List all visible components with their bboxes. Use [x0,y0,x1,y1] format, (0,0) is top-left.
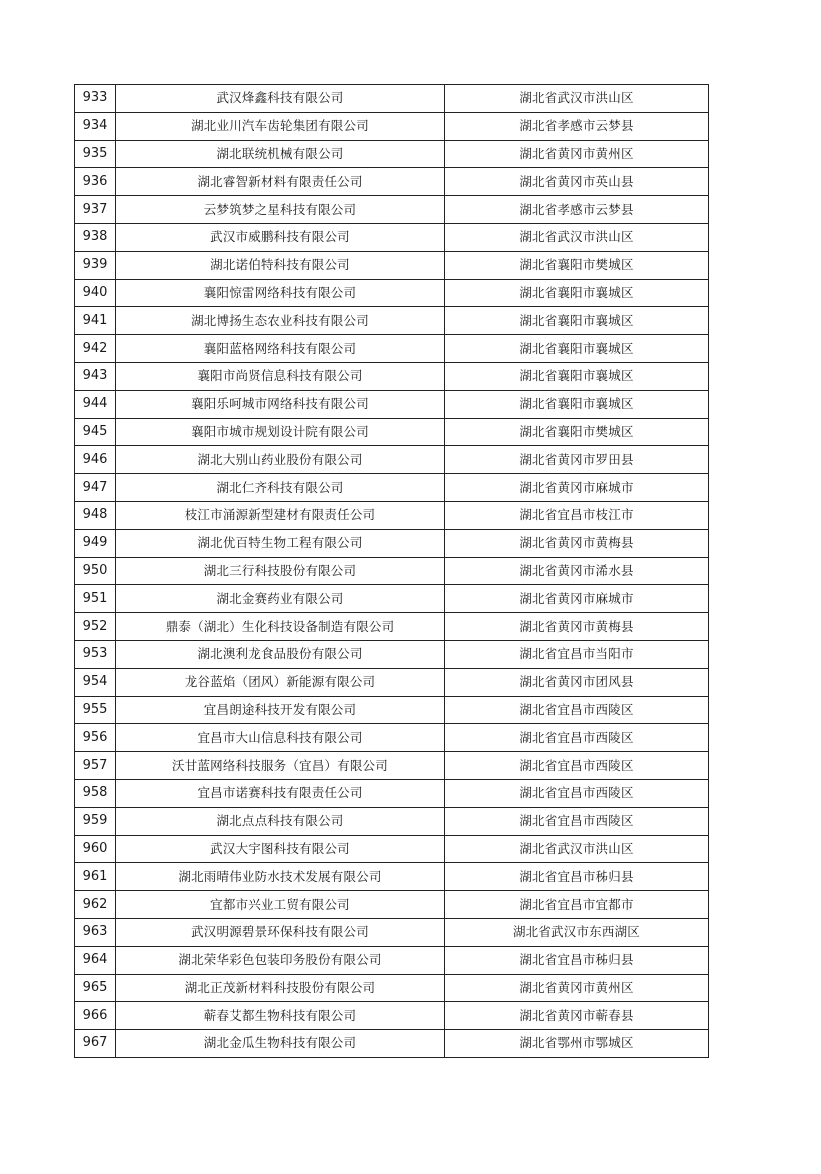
table-row [75,335,709,363]
company-name: 沃甘蓝网络科技服务（宜昌）有限公司 [116,752,445,780]
table-row [75,168,709,196]
company-name: 湖北博扬生态农业科技有限公司 [116,307,445,335]
table-row [75,779,709,807]
table-row [75,696,709,724]
row-number: 948 [75,501,116,529]
company-name: 宜都市兴业工贸有限公司 [116,891,445,919]
row-number: 936 [75,168,116,196]
row-number: 961 [75,863,116,891]
table-row [75,807,709,835]
table-row [75,196,709,224]
company-name: 湖北金瓜生物科技有限公司 [116,1030,445,1058]
table-row [75,529,709,557]
row-number: 965 [75,974,116,1002]
table-row [75,974,709,1002]
company-name: 宜昌朗途科技开发有限公司 [116,696,445,724]
company-name: 湖北点点科技有限公司 [116,807,445,835]
company-region: 湖北省黄冈市黄州区 [445,140,709,168]
row-number: 938 [75,223,116,251]
company-name: 鼎泰（湖北）生化科技设备制造有限公司 [116,613,445,641]
row-number: 963 [75,918,116,946]
company-name: 宜昌市诺赛科技有限责任公司 [116,779,445,807]
company-region: 湖北省宜昌市当阳市 [445,640,709,668]
company-region: 湖北省黄冈市麻城市 [445,474,709,502]
company-region: 湖北省孝感市云梦县 [445,196,709,224]
row-number: 962 [75,891,116,919]
company-region: 湖北省黄冈市团风县 [445,668,709,696]
table-row [75,223,709,251]
table-row [75,724,709,752]
company-region: 湖北省襄阳市襄城区 [445,279,709,307]
row-number: 941 [75,307,116,335]
company-region: 湖北省宜昌市秭归县 [445,863,709,891]
table-row [75,501,709,529]
company-name: 湖北荣华彩色包装印务股份有限公司 [116,946,445,974]
row-number: 955 [75,696,116,724]
table-row [75,557,709,585]
company-region: 湖北省宜昌市西陵区 [445,696,709,724]
row-number: 942 [75,335,116,363]
company-region: 湖北省襄阳市襄城区 [445,362,709,390]
row-number: 966 [75,1002,116,1030]
company-name: 湖北业川汽车齿轮集团有限公司 [116,112,445,140]
row-number: 943 [75,362,116,390]
row-number: 960 [75,835,116,863]
company-region: 湖北省襄阳市襄城区 [445,335,709,363]
company-region: 湖北省黄冈市罗田县 [445,446,709,474]
row-number: 958 [75,779,116,807]
company-name: 湖北三行科技股份有限公司 [116,557,445,585]
company-region: 湖北省宜昌市枝江市 [445,501,709,529]
company-name: 襄阳蓝格网络科技有限公司 [116,335,445,363]
company-region: 湖北省鄂州市鄂城区 [445,1030,709,1058]
row-number: 957 [75,752,116,780]
row-number: 956 [75,724,116,752]
row-number: 959 [75,807,116,835]
row-number: 954 [75,668,116,696]
company-region: 湖北省武汉市洪山区 [445,85,709,113]
company-region: 湖北省武汉市东西湖区 [445,918,709,946]
row-number: 944 [75,390,116,418]
company-name: 武汉市威鹏科技有限公司 [116,223,445,251]
company-region: 湖北省黄冈市黄梅县 [445,529,709,557]
company-region: 湖北省襄阳市襄城区 [445,390,709,418]
company-region: 湖北省宜昌市秭归县 [445,946,709,974]
company-name: 湖北联统机械有限公司 [116,140,445,168]
company-region: 湖北省黄冈市英山县 [445,168,709,196]
table-row [75,85,709,113]
company-name: 武汉明源碧景环保科技有限公司 [116,918,445,946]
table-row [75,946,709,974]
company-name: 襄阳市城市规划设计院有限公司 [116,418,445,446]
company-name: 湖北仁齐科技有限公司 [116,474,445,502]
company-name: 湖北睿智新材料有限责任公司 [116,168,445,196]
table-row [75,474,709,502]
row-number: 951 [75,585,116,613]
company-name: 武汉大宇图科技有限公司 [116,835,445,863]
table-row [75,390,709,418]
company-region: 湖北省武汉市洪山区 [445,835,709,863]
table-row [75,891,709,919]
company-region: 湖北省黄冈市黄梅县 [445,613,709,641]
company-region: 湖北省孝感市云梦县 [445,112,709,140]
company-region: 湖北省武汉市洪山区 [445,223,709,251]
table-row [75,752,709,780]
row-number: 964 [75,946,116,974]
company-region: 湖北省黄冈市浠水县 [445,557,709,585]
table-row [75,1030,709,1058]
row-number: 947 [75,474,116,502]
table-row [75,863,709,891]
company-region: 湖北省宜昌市西陵区 [445,724,709,752]
row-number: 934 [75,112,116,140]
table-row [75,251,709,279]
table-row [75,279,709,307]
table-row [75,362,709,390]
company-name: 襄阳乐呵城市网络科技有限公司 [116,390,445,418]
row-number: 940 [75,279,116,307]
company-name: 湖北大别山药业股份有限公司 [116,446,445,474]
company-name: 湖北正茂新材料科技股份有限公司 [116,974,445,1002]
table-row [75,640,709,668]
company-name: 湖北雨晴伟业防水技术发展有限公司 [116,863,445,891]
table-row [75,1002,709,1030]
company-region: 湖北省襄阳市樊城区 [445,251,709,279]
row-number: 933 [75,85,116,113]
table-row [75,307,709,335]
table-row [75,446,709,474]
company-name: 武汉烽鑫科技有限公司 [116,85,445,113]
table-row [75,668,709,696]
company-region: 湖北省黄冈市黄州区 [445,974,709,1002]
company-name: 襄阳市尚贤信息科技有限公司 [116,362,445,390]
table-body [75,85,709,1058]
table-row [75,418,709,446]
company-name: 宜昌市大山信息科技有限公司 [116,724,445,752]
row-number: 946 [75,446,116,474]
row-number: 937 [75,196,116,224]
company-region: 湖北省黄冈市蕲春县 [445,1002,709,1030]
table-row [75,585,709,613]
company-name: 蕲春艾都生物科技有限公司 [116,1002,445,1030]
company-name: 龙谷蓝焰（团风）新能源有限公司 [116,668,445,696]
row-number: 949 [75,529,116,557]
company-name: 枝江市涌源新型建材有限责任公司 [116,501,445,529]
company-region: 湖北省宜昌市宜都市 [445,891,709,919]
company-name: 湖北金赛药业有限公司 [116,585,445,613]
company-name: 云梦筑梦之星科技有限公司 [116,196,445,224]
company-list-table [74,84,709,1058]
row-number: 935 [75,140,116,168]
row-number: 939 [75,251,116,279]
company-region: 湖北省宜昌市西陵区 [445,807,709,835]
company-region: 湖北省宜昌市西陵区 [445,752,709,780]
company-region: 湖北省襄阳市襄城区 [445,307,709,335]
table-row [75,140,709,168]
row-number: 967 [75,1030,116,1058]
company-region: 湖北省宜昌市西陵区 [445,779,709,807]
table-row [75,112,709,140]
row-number: 945 [75,418,116,446]
company-name: 湖北澳利龙食品股份有限公司 [116,640,445,668]
company-name: 湖北优百特生物工程有限公司 [116,529,445,557]
table-row [75,613,709,641]
table-row [75,835,709,863]
company-region: 湖北省襄阳市樊城区 [445,418,709,446]
row-number: 950 [75,557,116,585]
row-number: 953 [75,640,116,668]
company-name: 湖北诺伯特科技有限公司 [116,251,445,279]
row-number: 952 [75,613,116,641]
company-region: 湖北省黄冈市麻城市 [445,585,709,613]
company-name: 襄阳惊雷网络科技有限公司 [116,279,445,307]
table-row [75,918,709,946]
